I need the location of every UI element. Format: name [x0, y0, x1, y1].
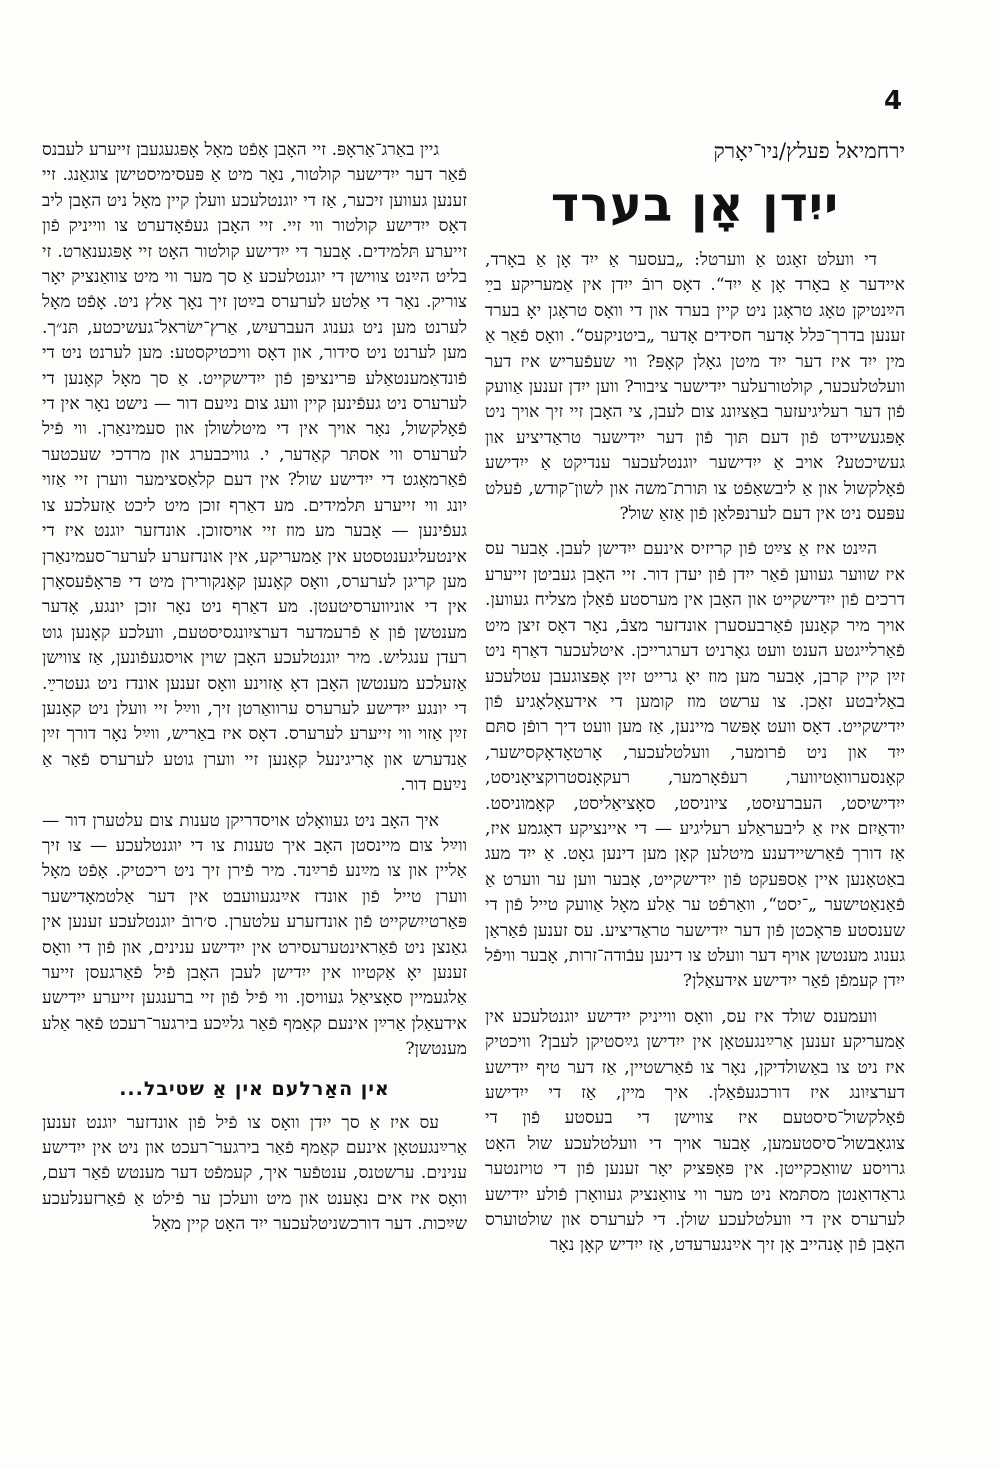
paragraph: עס איז אַ סך ייִדן וואָס צו פֿיל פֿון אונדזער יוגנט זענען אַרײַנגעטאָן אינעם קאַמף פֿאַר בירגער־רעכט און ניט אין ייִדישע ענינים. ערשטנס, ענטפֿער איך, קעמפֿט דער מענטש פֿאַר דעם, וואָס איז אים נאָענט און מיט וועלכן ער פֿילט אַ פֿאַרזענלעכע שײַכות. דער דורכשניטלעכער ייִד האָט קיין מאָל — [42, 1112, 467, 1235]
paragraph: וועמענס שולד איז עס, וואָס ווייניק ייִדישע יוגנטלעכע אין אַמעריקע זענען אַרײַנגעטאָן אין ייִדישן גײַסטיקן לעבן? וויכטיק איז ניט צו באַשולדיקן, נאָר צו פֿאַרשטיין, אַז דער טיף ייִדישע דערציִונג איז דורכגעפֿאַלן. איך מיין, אַז די ייִדישע פֿאָלקשול־סיסטעם איז צווישן די בעסטע פֿון די צוגאָבשול־סיסטעמען, אָבער אויך די וועלטלעכע שול האָט גרויסע שוואַכקייטן. אין פּאָפּציק יאָר זענען פֿון די טויזנטער גראַדואַנטן מסתּמא ניט מער ווי צוואַנציק געוואָרן פֿולע ייִדישע לערערס אין די וועלטלעכע שולן. די לערערס און שולטוערס האָבן פֿון אָנהייב אָן זיך אײַנגערעדט, אַז ייִדיש קאָן נאָר — [485, 1006, 905, 1256]
article-title: ייִדן אָן בערד — [550, 177, 840, 233]
section-subheading: אין האַרלעם אין אַ שטיבל... — [119, 1077, 390, 1100]
right-column — [485, 136, 905, 1259]
author-byline: ירחמיאל פעלץ/ניו־יאָרק — [713, 139, 905, 163]
paragraph: הײַנט איז אַ צײַט פֿון קריזיס אינעם ייִדישן לעבן. אָבער עס איז שווער געווען פֿאַר ייִדן פֿון יעדן דור. זיי האָבן געביטן זייערע דרכים פֿון ייִדישקייט און האָבן אין מערסטע פֿאַלן מצליח געווען. אויך מיר קאָנען פֿאַרבעסערן אונדזער מצבֿ, נאָר דאָס זיצן מיט פֿאַרלייגטע הענט וועט גאָרניט דערגרייכן. איטלעכער דאַרף ניט זײַן קיין קרבן, אָבער מען מוז יאָ גרייט זײַן אָפּצוגעבן עטלעכע באַליבטע זאַכן. צו ערשט מוז קומען די אידעאָלאָגיע פֿון ייִדישקייט. דאָס וועט אָפּשר מיינען, אַז מען וועט דיך רופֿן סתּם ייִד און ניט פֿרומער, וועלטלעכער, אָרטאָדאָקסישער, קאָנסערוואַטיווער, רעפֿאָרמער, רעקאָנסטרוקציאָניסט, ייִדישיסט, העברעיִסט, ציוניסט, סאָציאַליסט, קאָמוניסט. יודאַיִזם איז אַ ליבעראַלע רעליגיע — די איינציקע דאָגמע איז, אַז דורך פֿאַרשיידענע מיטלען קאָן מען דינען גאָט. אַ ייִד מעג באַטאָנען איין אַספּעקט פֿון ייִדישקייט, אָבער ווען ער ווערט אַ פֿאַנאַטישער „־יסט“, וואַרפֿט ער אַלע מאָל אַוועק טייל פֿון די שענסטע פּראָכטן פֿון דער ייִדישער טראַדיציע. עס זענען פֿאַראַן גענוג מענטשן אויף דער וועלט צו דינען עבֿודה־זרות, אָבער וויפֿל ייִדן קעמפֿן פֿאַר ייִדישע אידעאַלן? — [485, 539, 905, 992]
paragraph: גיין באַרג־אַראָפּ. זיי האָבן אָפֿט מאָל אָפּגעגעבן זייערע לעבנס פֿאַר דער ייִדישער קולטור, נאָר מיט אַ פּעסימיסטישן צוגאַנג. זיי זענען געווען זיכער, אַז די יוגנטלעכע וועלן קיין מאָל ניט האָבן ליב דאָס ייִדישע קולטור ווי זיי. זיי האָבן געפֿאָדערט צו ווייניק פֿון זייערע תּלמידים. אָבער די ייִדישע קולטור האָט זיי אָפּגענאַרט. זי בליט הײַנט צווישן די יוגנטלעכע אַ סך מער ווי מיט צוואַנציק יאָר צוריק. נאָר די אַלטע לערערס בײַטן זיך נאָך אַלץ ניט. אָפֿט מאָל לערנט מען ניט גענוג העברעיִש, אַרץ־ישׂראל־געשיכטע, תּנ״ך. מען לערנט ניט סידור, און דאָס וויכטיקסטע: מען לערנט ניט די פֿונדאַמענטאַלע פּרינציפּן פֿון ייִדישקייט. אַ סך מאָל קאָנען די לערערס ניט געפֿינען קיין וועג צום נײַעם דור — נישט נאָר אין די פֿאָלקשול, נאָר אויך אין די מיטלשולן און סעמינאַרן. ווי פֿיל לערערס ווי אסתּר קאַדער, י. גוויכבערג און מרדכי שעכטער פֿאַרמאָגט די ייִדישע שול? אין דעם קלאַסצימער ווערן זיי אַזוי יונג ווי זייערע תּלמידים. מע דאַרף זוכן מיט ליכט אַזעלכע צו געפֿינען — אָבער מע מוז זיי אויסזוכן. אונדזער יוגנט איז די אינטעליגענטסטע אין אַמעריקע, אין אונדזערע לערער־סעמינאַרן מען קריגן לערערס, וואָס קאָנען קאָנקורירן מיט די פּראָפֿעסאָרן אין די אוניווערסיטעטן. מע דאַרף ניט נאָר זוכן יונגע, אָדער מענטשן פֿון אַ פֿרעמדער דערציִונגסיסטעם, וועלכע קאָנען גוט רעדן ענגליש. מיר יוגנטלעכע האָבן שוין אויסגעפֿונען, אַז צווישן אַזעלכע מענטשן האָבן דאָ אַזוינע וואָס זענען אונדז ניט געטרײַ. די יונגע ייִדישע לערערס ערוואַרטן זיך, ווײַל זיי וועלן ניט קאָנען זײַן אַזוי ווי זייערע לערערס. דאָס איז באַריש, ווײַל נאָר דורך זײַן אַנדערש און אָריגינעל קאָנען זיי ווערן גוטע לערערס פֿאַר אַ נײַעם דור. — [42, 140, 467, 796]
paragraph: איך האָב ניט געוואָלט אויסדריקן טענות צום עלטערן דור — ווײַל צום מיינסטן האָב איך טענות צו די יוגנטלעכע — צו זיך אַליין און צו מײַנע פֿרײַנד. מיר פֿירן זיך ניט ריכטיק. אָפֿט מאָל ווערן טייל פֿון אונדז אײַנגעוועבט אין דער אַלטמאָדישער פּאַרטייִשקייט פֿון אונדזערע עלטערן. ס׳רובֿ יוגנטלעכע זענען אין גאַנצן ניט פֿאַראינטערעסירט אין ייִדישע ענינים, און פֿון די וואָס זענען יאָ אַקטיוו אין ייִדישן לעבן האָבן פֿיל פֿאַרגעסן זייער אַלגעמיין סאָציאַל געוויסן. ווי פֿיל פֿון זיי ברענגען זייערע ייִדישע אידעאַלן אַרײַן אינעם קאַמף פֿאַר גלײַכע בירגער־רעכט פֿאַר אַלע מענטשן? — [42, 810, 467, 1060]
paragraph: די וועלט זאָגט אַ ווערטל: „בעסער אַ ייִד אָן אַ באָרד, איידער אַ באָרד אָן אַ ייִד“. דאָס רובֿ ייִדן אין אַמעריקע בײַ הײַנטיקן טאָג טראָגן ניט קיין בערד און די וואָס טראָגן יאָ בערד זענען בדרך־כּלל אָדער חסידים אָדער „ביטניקעס“. וואָס פֿאַר אַ מין ייִד איז דער ייִד מיטן גאָלן קאָפּ? ווי שעפֿעריש איז דער וועלטלעכער, קולטורעלער ייִדישער ציבור? ווען ייִדן זענען אַוועק פֿון דער רעליגיעזער באַציִונג צום לעבן, צי האָבן זיי זיך אויך ניט אָפּגעשיידט פֿון דעם תּוך פֿון דער ייִדישער טראַדיציע און געשיכטע? אויב אַ ייִדישער יוגנטלעכער ענדיקט אַ ייִדישע פֿאָלקשול און אַ ליבשאַפֿט צו תּורת־משה און לשון־קודש, פֿעלט עפּעס ניט אין דעם לערנפּלאַן פֿון אַזאַ שול? — [485, 250, 905, 525]
left-column — [42, 138, 467, 1238]
page-number: 4 — [884, 86, 903, 116]
